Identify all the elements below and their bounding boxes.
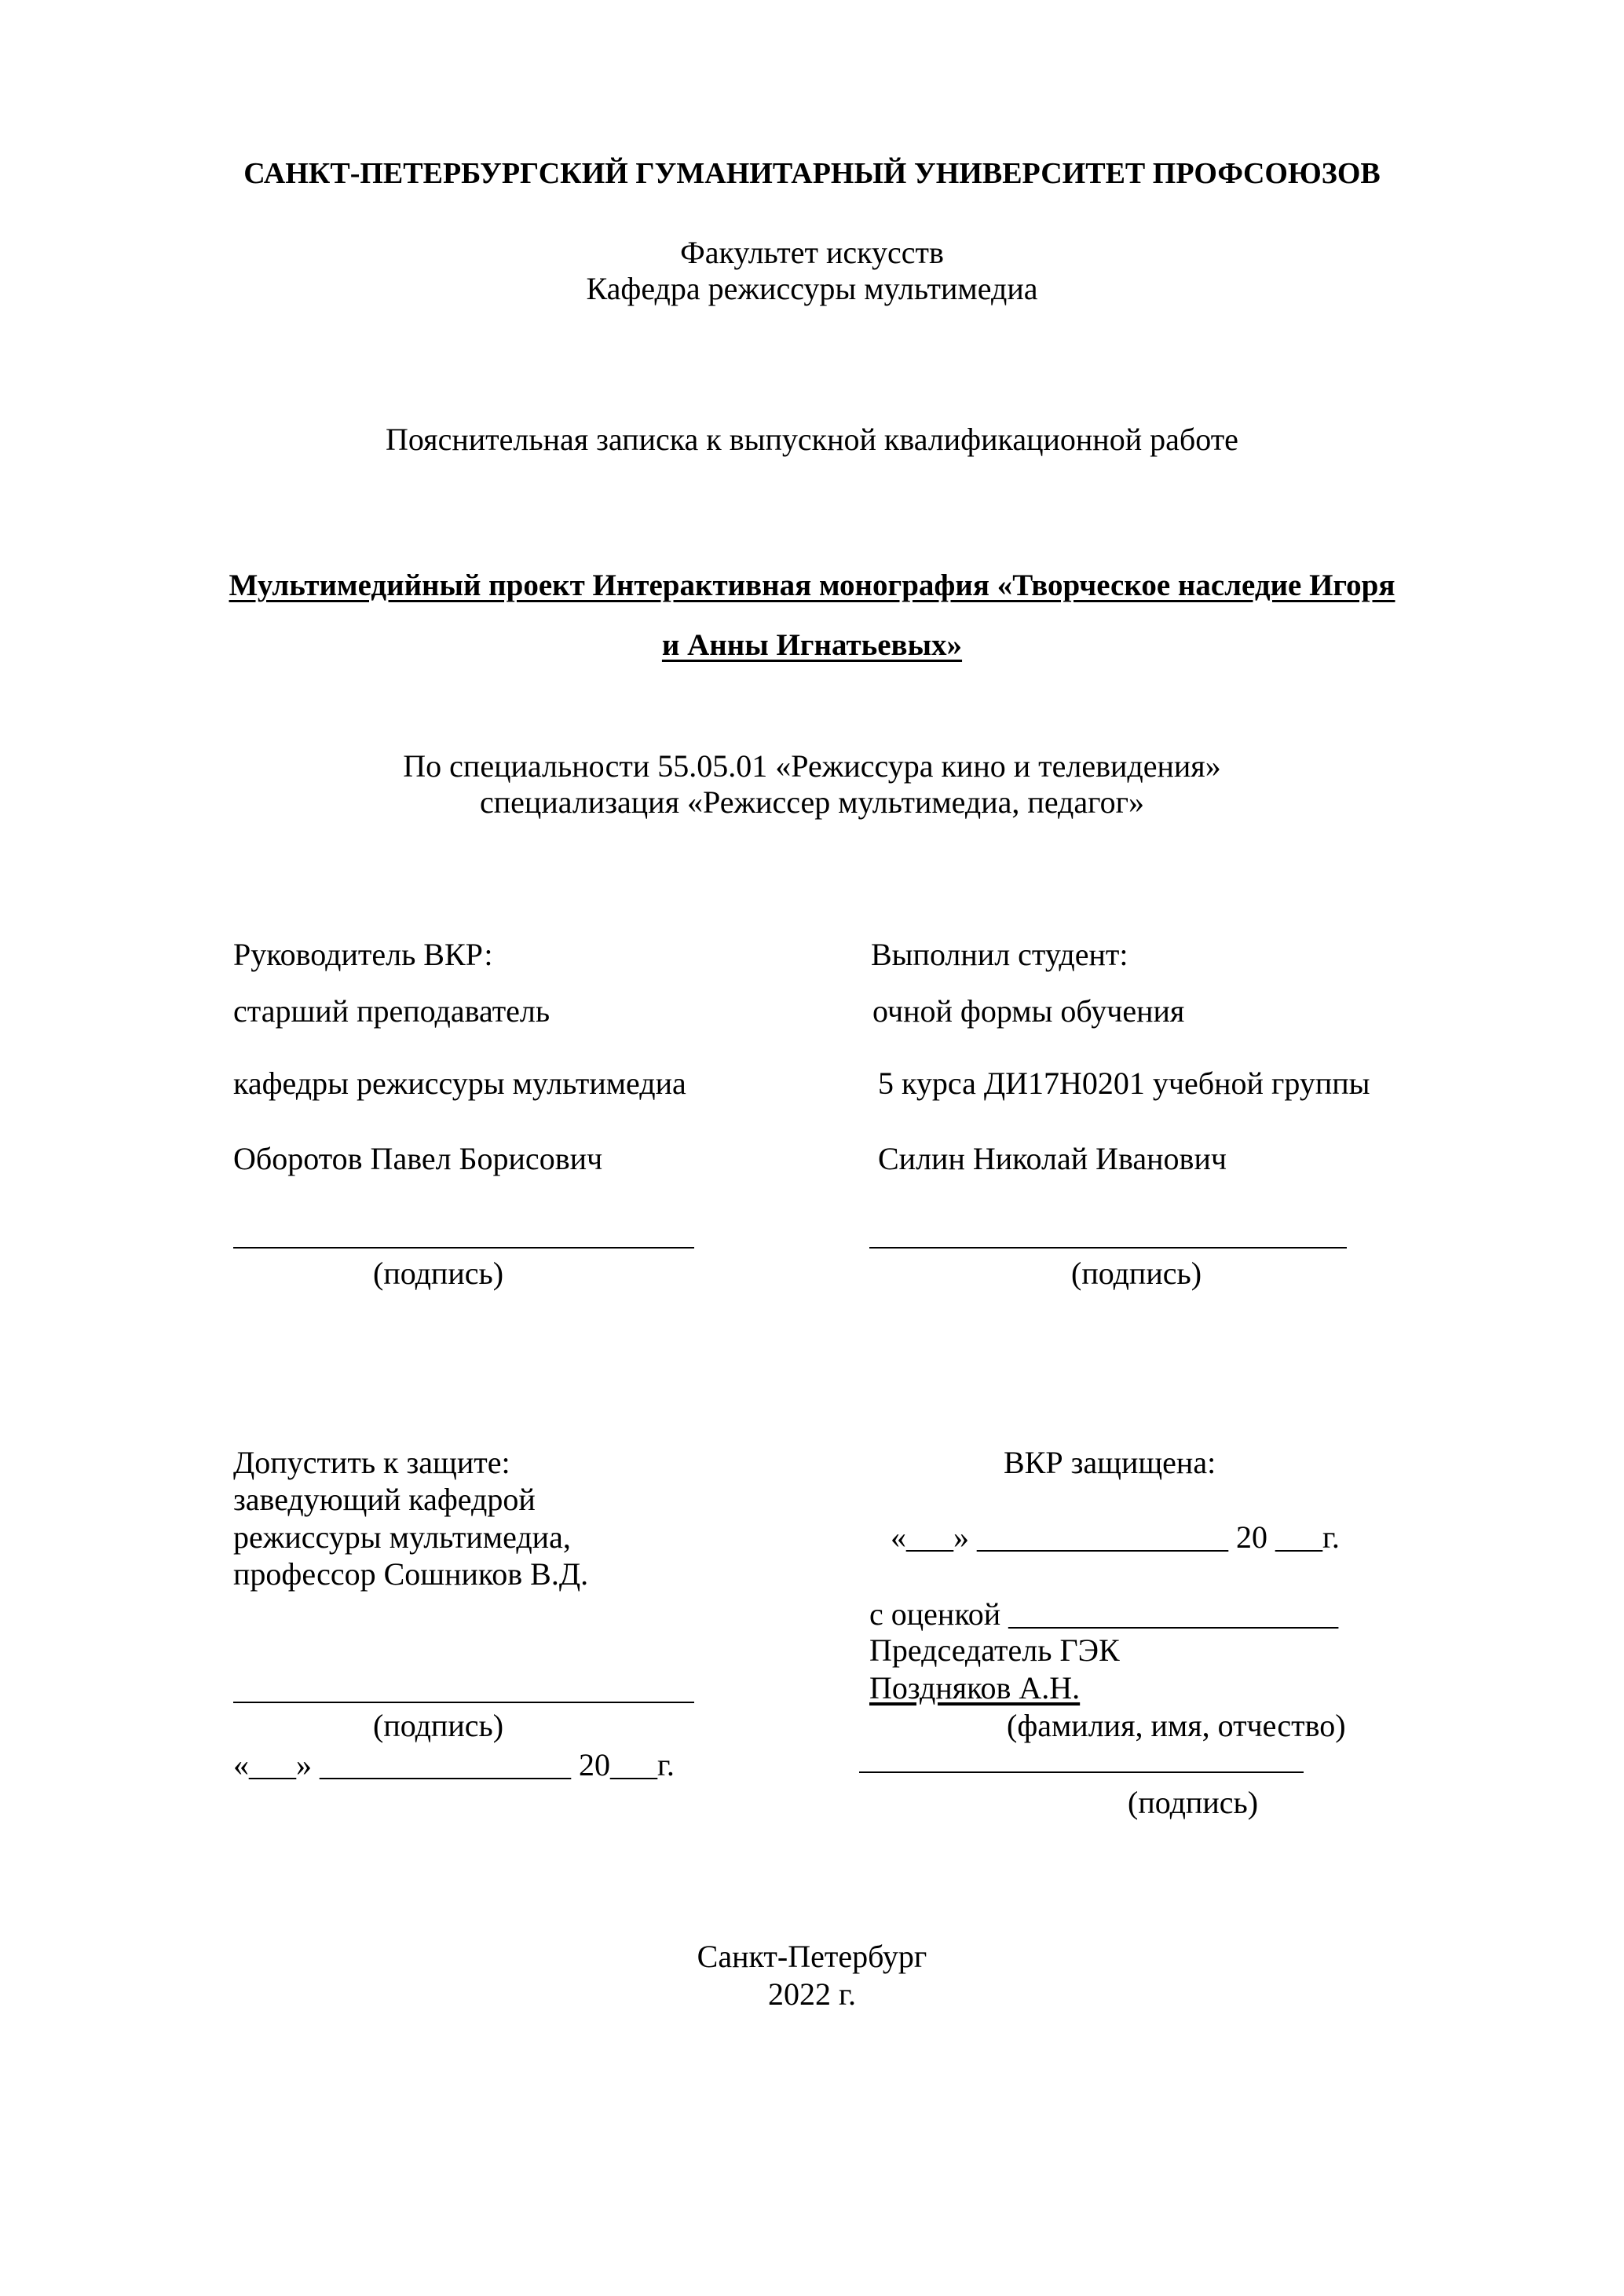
defense-grade: с оценкой _____________________: [869, 1596, 1339, 1632]
student-name: Силин Николай Иванович: [878, 1141, 1227, 1176]
year: 2022 г.: [768, 1976, 856, 2012]
supervisor-department: кафедры режиссуры мультимедиа: [233, 1066, 686, 1101]
admission-line-3: профессор Сошников В.Д.: [233, 1556, 589, 1592]
student-signature-caption: (подпись): [1071, 1256, 1202, 1291]
supervisor-signature-caption: (подпись): [373, 1256, 504, 1291]
admission-heading: Допустить к защите:: [233, 1445, 510, 1480]
defense-signature-caption: (подпись): [1128, 1785, 1259, 1820]
admission-line-2: режиссуры мультимедиа,: [233, 1519, 571, 1555]
student-study-form: очной формы обучения: [872, 993, 1185, 1029]
defense-name-caption: (фамилия, имя, отчество): [1007, 1708, 1346, 1743]
thesis-title-line-2: и Анны Игнатьевых»: [661, 628, 963, 662]
admission-line-1: заведующий кафедрой: [233, 1482, 536, 1517]
specialty-line-1: По специальности 55.05.01 «Режиссура кино и телевидения»: [403, 748, 1221, 784]
supervisor-heading: Руководитель ВКР:: [233, 937, 493, 972]
defense-date-line: «___» ________________ 20 ___г.: [891, 1519, 1340, 1555]
supervisor-signature-line: [233, 1247, 694, 1249]
admission-signature-line: [233, 1702, 694, 1703]
supervisor-position: старший преподаватель: [233, 993, 550, 1029]
city: Санкт-Петербург: [697, 1939, 927, 1974]
department-name: Кафедра режиссуры мультимедиа: [586, 271, 1038, 306]
defense-chair-label: Председатель ГЭК: [869, 1632, 1120, 1668]
student-heading: Выполнил студент:: [871, 937, 1128, 972]
student-signature-line: [869, 1247, 1347, 1249]
document-type: Пояснительная записка к выпускной квалификационной работе: [386, 422, 1238, 457]
faculty-name: Факультет искусств: [680, 235, 944, 270]
admission-signature-caption: (подпись): [373, 1708, 504, 1743]
thesis-title-line-1: Мультимедийный проект Интерактивная монография «Творческое наследие Игоря: [229, 569, 1395, 602]
specialty-line-2: специализация «Режиссер мультимедиа, педагог»: [480, 784, 1144, 820]
defense-signature-line: [859, 1771, 1304, 1773]
defense-heading: ВКР защищена:: [1004, 1445, 1216, 1480]
supervisor-name: Оборотов Павел Борисович: [233, 1141, 603, 1176]
student-group: 5 курса ДИ17Н0201 учебной группы: [878, 1066, 1370, 1101]
university-name: САНКТ-ПЕТЕРБУРГСКИЙ ГУМАНИТАРНЫЙ УНИВЕРСИТЕТ ПРОФСОЮЗОВ: [243, 157, 1381, 190]
admission-date-line: «___» ________________ 20___г.: [233, 1747, 675, 1782]
defense-chair-name: Поздняков А.Н.: [869, 1670, 1081, 1706]
